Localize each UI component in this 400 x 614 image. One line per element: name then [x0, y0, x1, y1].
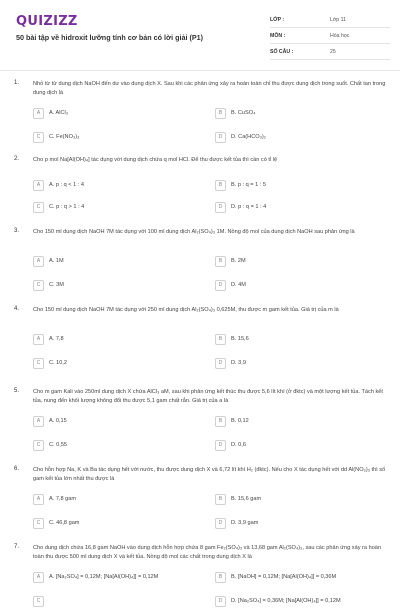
- option-text: A. 7,8: [49, 336, 64, 342]
- question-text: Cho 150 ml dung dịch NaOH 7M tác dụng với 250 ml dung dịch Al₂(SO₄)₃ 0,625M, thu được m gam kết tủa. Giá trị của m là: [33, 307, 339, 313]
- option-letter-box: B: [215, 180, 226, 191]
- answer-option-a[interactable]: [33, 572, 203, 583]
- question-text: Cho 150 ml dung dịch NaOH 7M tác dụng với 100 ml dung dịch Al₂(SO₄)₃ 1M. Nồng độ mol của dung dịch NaOH sau phản ứng là: [33, 229, 355, 235]
- quizizz-logo: QUIZIZZ: [16, 14, 78, 29]
- option-letter-box: B: [215, 334, 226, 345]
- answer-option-a[interactable]: [33, 334, 203, 345]
- option-letter-box: C: [33, 440, 44, 451]
- option-letter-box: A: [33, 256, 44, 267]
- option-letter-box: C: [33, 280, 44, 291]
- option-text: D. 3,9 gam: [231, 520, 259, 526]
- meta-value: 25: [330, 49, 336, 55]
- option-text: B. p : q = 1 : 5: [231, 182, 266, 188]
- question-item: [0, 80, 400, 150]
- option-text: D. Ca(HCO₃)₂: [231, 134, 266, 140]
- meta-row-grade: [270, 12, 390, 28]
- option-letter-box: C: [33, 596, 44, 607]
- answer-option-b[interactable]: [215, 416, 385, 427]
- option-text: C. 46,8 gam: [49, 520, 80, 526]
- question-number: 4.: [14, 306, 20, 312]
- answer-option-a[interactable]: [33, 494, 203, 505]
- answer-option-d[interactable]: [215, 440, 385, 451]
- option-letter-box: D: [215, 202, 226, 213]
- option-letter-box: A: [33, 108, 44, 119]
- option-letter-box: D: [215, 358, 226, 369]
- answer-option-c[interactable]: [33, 440, 203, 451]
- question-text: Cho hỗn hợp Na, K và Ba tác dụng hết với nước, thu được dung dịch X và 6,72 lít khí H₂ (đktc). Nếu cho X tác dụng hết với dd Al(NO₃)₃ thì số gam kết tủa lớn nhất thu được là: [33, 467, 386, 482]
- option-text: A. 7,8 gam: [49, 496, 77, 502]
- answer-option-a[interactable]: [33, 416, 203, 427]
- option-letter-box: A: [33, 416, 44, 427]
- option-text: D. p : q = 1 : 4: [231, 204, 267, 210]
- option-text: D. 0,6: [231, 442, 246, 448]
- option-letter-box: A: [33, 180, 44, 191]
- option-text: C. 3M: [49, 282, 64, 288]
- question-item: [0, 388, 400, 458]
- answer-option-c[interactable]: [33, 280, 203, 291]
- question-item: [0, 306, 400, 376]
- question-number: 7.: [14, 544, 20, 550]
- option-text: A. 1M: [49, 258, 64, 264]
- question-item: [0, 466, 400, 536]
- option-letter-box: B: [215, 494, 226, 505]
- answer-option-d[interactable]: [215, 518, 385, 529]
- answer-option-c[interactable]: [33, 596, 203, 607]
- answer-option-b[interactable]: [215, 108, 385, 119]
- option-text: C. 0,55: [49, 442, 68, 448]
- answer-option-c[interactable]: [33, 518, 203, 529]
- question-item: [0, 156, 400, 226]
- question-item: [0, 544, 400, 614]
- meta-key: MÔN :: [270, 33, 286, 39]
- option-letter-box: D: [215, 280, 226, 291]
- option-text: A. [Na₂SO₄] = 0,12M; [Na[Al(OH)₄]] = 0,12M: [49, 574, 159, 580]
- meta-row-question-count: [270, 44, 390, 60]
- option-letter-box: A: [33, 572, 44, 583]
- meta-value: Hóa học: [330, 33, 350, 39]
- question-text: Cho p mol Na[Al(OH)₄] tác dụng với dung dịch chứa q mol HCl. Để thu được kết tủa thì cần có tỉ lệ: [33, 157, 278, 163]
- option-text: C. 10,2: [49, 360, 68, 366]
- option-letter-box: B: [215, 108, 226, 119]
- answer-option-a[interactable]: [33, 108, 203, 119]
- question-number: 2.: [14, 156, 20, 162]
- answer-option-b[interactable]: [215, 334, 385, 345]
- answer-option-d[interactable]: [215, 280, 385, 291]
- answer-option-a[interactable]: [33, 180, 203, 191]
- meta-key: SỐ CÂU :: [270, 49, 294, 55]
- option-letter-box: C: [33, 132, 44, 143]
- option-text: B. [NaOH] = 0,12M; [Na[Al(OH)₄]] = 0,36M: [231, 574, 337, 580]
- meta-value: Lớp 11: [330, 17, 346, 23]
- question-number: 3.: [14, 228, 20, 234]
- meta-key: LỚP :: [270, 17, 285, 23]
- option-letter-box: B: [215, 416, 226, 427]
- answer-option-c[interactable]: [33, 358, 203, 369]
- answer-option-b[interactable]: [215, 572, 385, 583]
- option-letter-box: C: [33, 202, 44, 213]
- option-text: B. 15,6: [231, 336, 249, 342]
- option-text: A. 0,15: [49, 418, 67, 424]
- question-text: Nhỏ từ từ dung dịch NaOH đến dư vào dung dịch X. Sau khi các phản ứng xảy ra hoàn toàn chỉ thu được dung dịch trong suốt. Chất tan trong dung dịch là: [33, 81, 386, 96]
- answer-option-c[interactable]: [33, 202, 203, 213]
- answer-option-b[interactable]: [215, 180, 385, 191]
- option-text: D. 4M: [231, 282, 246, 288]
- answer-option-d[interactable]: [215, 202, 385, 213]
- document-title: 50 bài tập về hidroxit lưỡng tính cơ bản có lời giải (P1): [16, 33, 204, 42]
- option-text: A. AlCl₃: [49, 110, 69, 116]
- question-number: 5.: [14, 388, 20, 394]
- option-text: B. 0,12: [231, 418, 249, 424]
- option-text: C. p : q > 1 : 4: [49, 204, 85, 210]
- option-letter-box: D: [215, 440, 226, 451]
- option-text: B. 2M: [231, 258, 246, 264]
- option-letter-box: D: [215, 596, 226, 607]
- answer-option-a[interactable]: [33, 256, 203, 267]
- answer-option-d[interactable]: [215, 596, 385, 607]
- option-letter-box: C: [33, 358, 44, 369]
- answer-option-b[interactable]: [215, 256, 385, 267]
- answer-option-c[interactable]: [33, 132, 203, 143]
- option-text: A. p : q < 1 : 4: [49, 182, 84, 188]
- question-number: 1.: [14, 80, 20, 86]
- meta-row-subject: [270, 28, 390, 44]
- option-letter-box: D: [215, 518, 226, 529]
- answer-option-d[interactable]: [215, 358, 385, 369]
- option-letter-box: A: [33, 494, 44, 505]
- option-letter-box: C: [33, 518, 44, 529]
- meta-table: [270, 12, 390, 60]
- question-text: Cho dung dịch chứa 16,8 gam NaOH vào dung dịch hỗn hợp chứa 8 gam Fe₂(SO₄)₃ và 13,68 gam Al₂(SO₄)₃, sau các phản ứng xảy ra hoàn toàn thu được 500 ml dung dịch X và kết tủa. Nồng độ mol các chất trong dung dịch X là: [33, 545, 382, 560]
- option-text: C. Fe(NO₃)₃: [49, 134, 80, 140]
- question-text: Cho m gam Kali vào 250ml dung dịch X chứa AlCl₃ aM, sau khi phản ứng kết thúc thu được 5,6 lít khí (ở đktc) và một lượng kết tủa. Tách kết tủa, nung đến khối lượng không đổi thu được 5,1 gam chất rắn. Giá trị của a là: [33, 389, 383, 404]
- page-header: [0, 0, 400, 64]
- option-text: D. 3,9: [231, 360, 246, 366]
- option-letter-box: A: [33, 334, 44, 345]
- option-text: B. 15,6 gam: [231, 496, 262, 502]
- option-text: D. [Na₂SO₄] = 0,36M; [Na[Al(OH)₄]] = 0,12M: [231, 598, 341, 604]
- option-letter-box: B: [215, 572, 226, 583]
- option-text: B. CuSO₄: [231, 110, 256, 116]
- option-letter-box: B: [215, 256, 226, 267]
- header-divider: [0, 70, 400, 71]
- question-item: [0, 228, 400, 298]
- question-number: 6.: [14, 466, 20, 472]
- answer-option-d[interactable]: [215, 132, 385, 143]
- answer-option-b[interactable]: [215, 494, 385, 505]
- option-letter-box: D: [215, 132, 226, 143]
